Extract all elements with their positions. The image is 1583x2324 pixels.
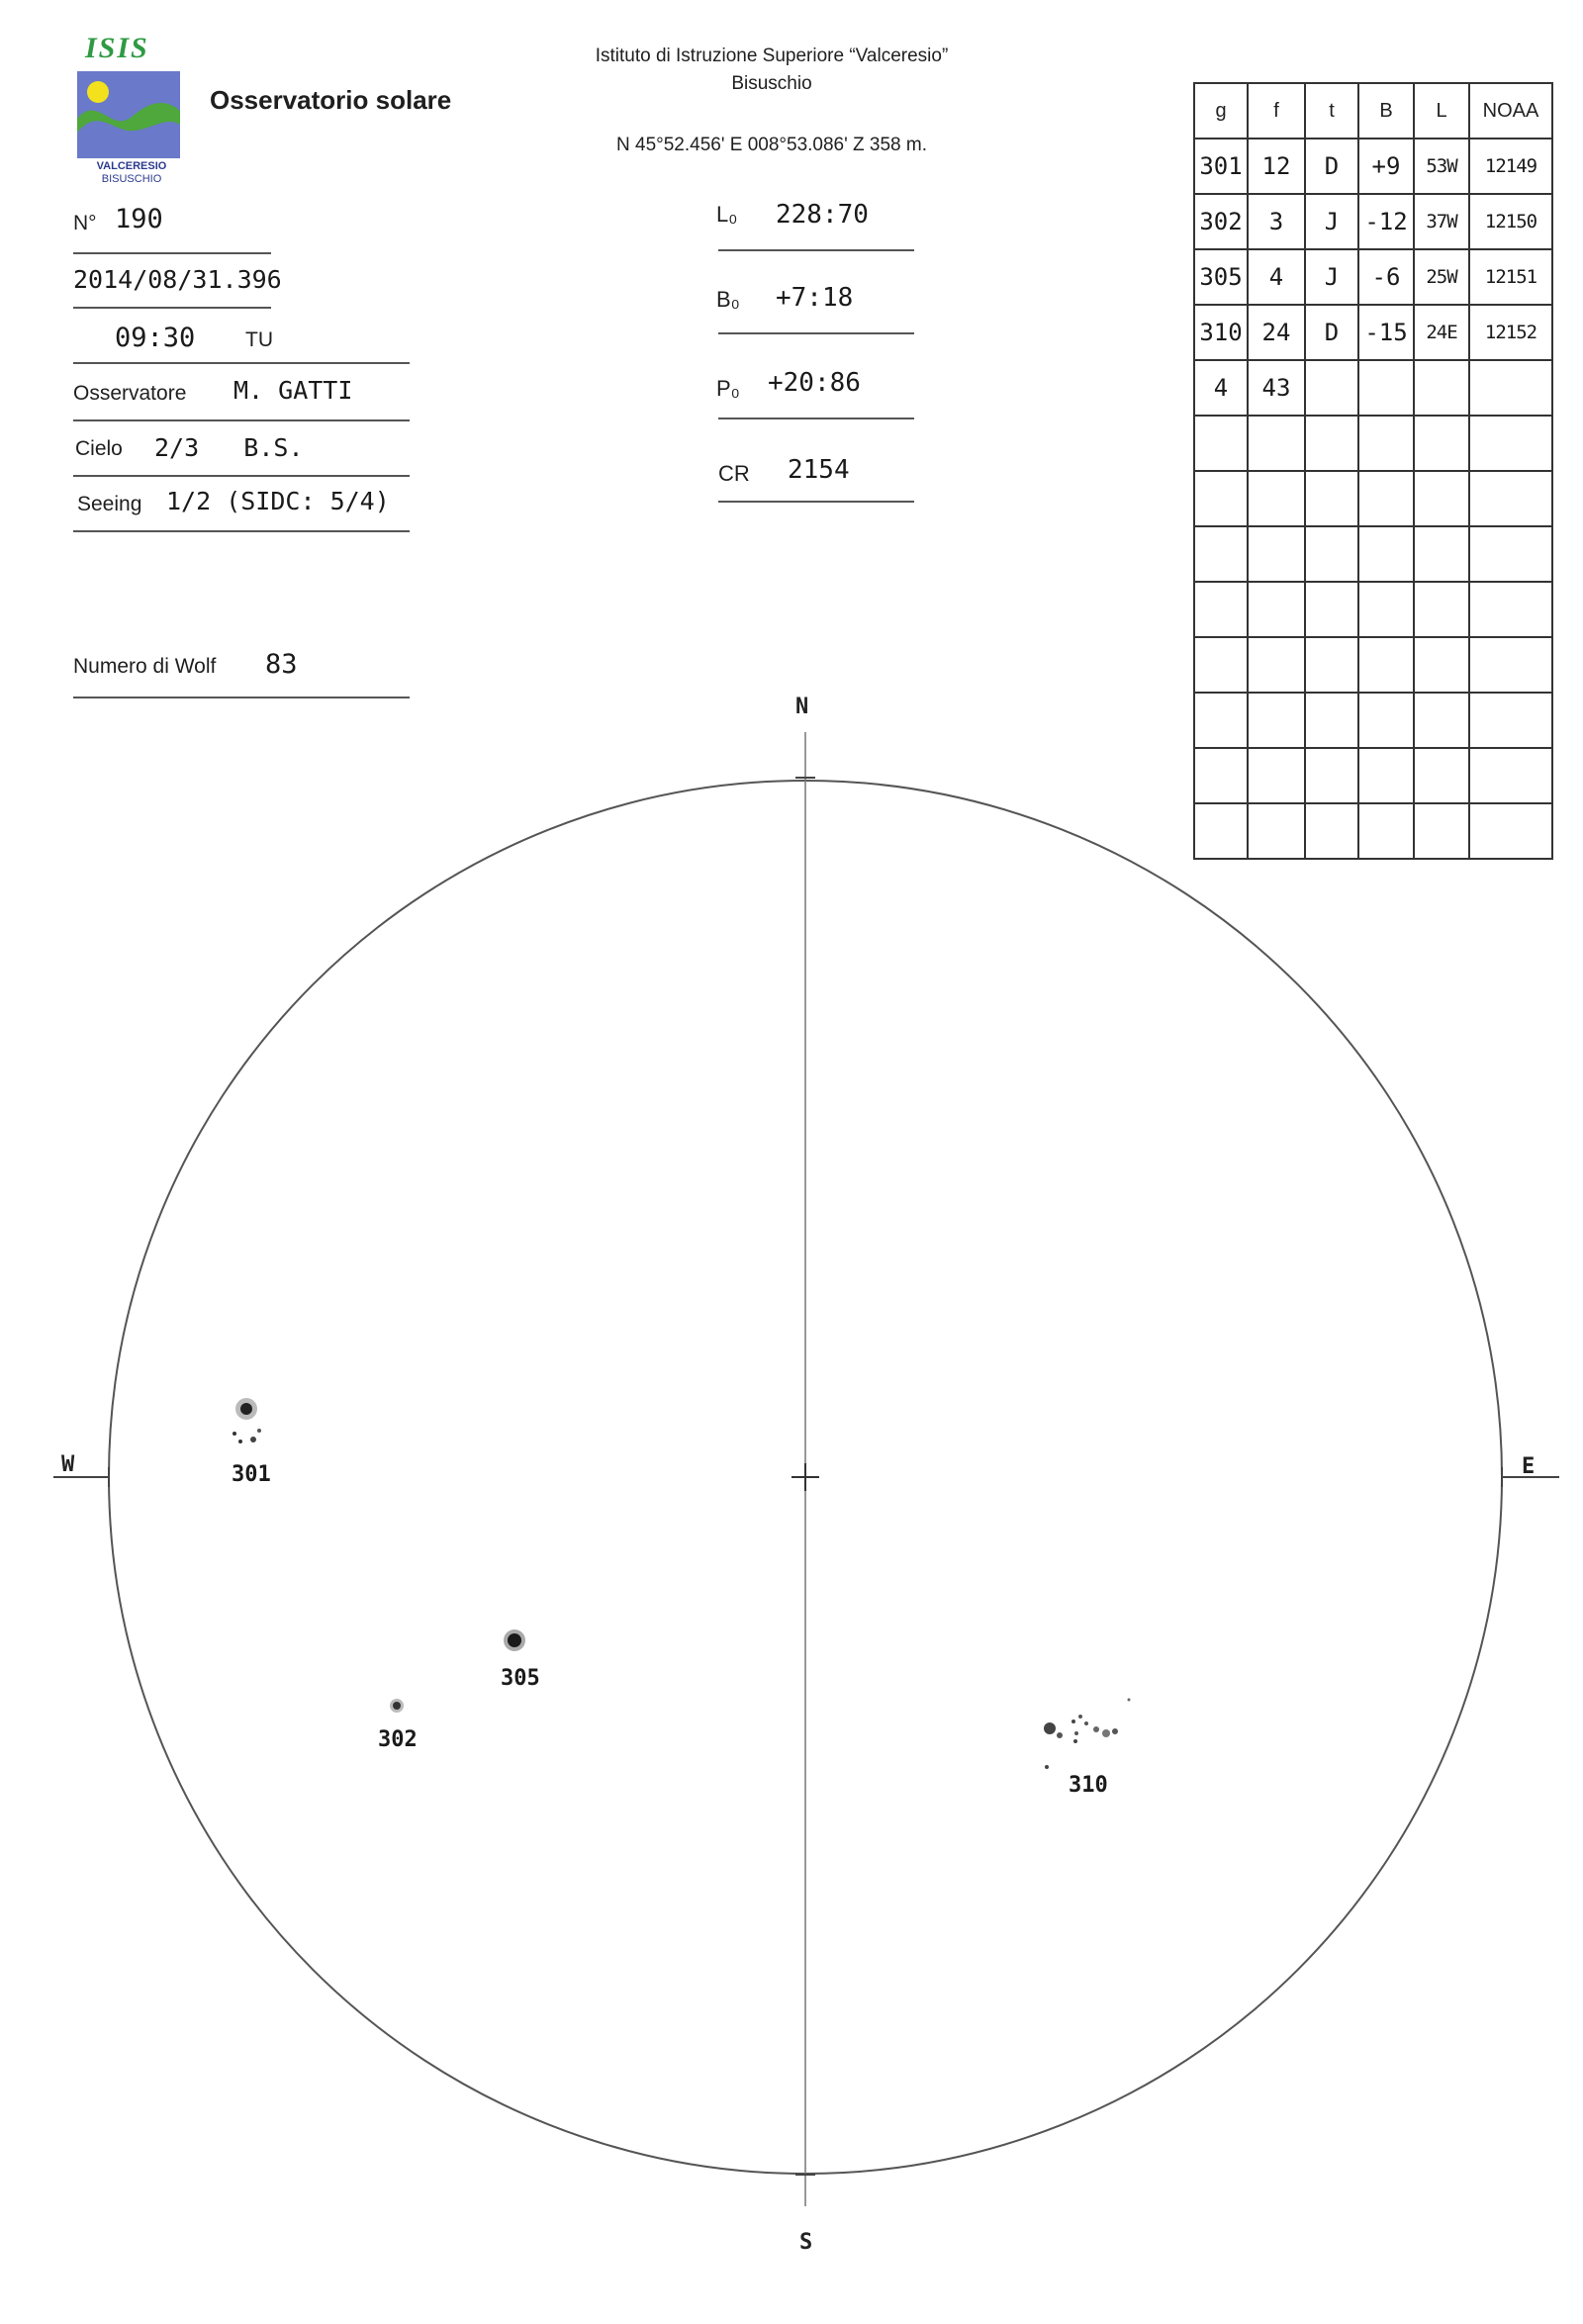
p0-label: P₀ (716, 376, 740, 401)
b0-label: B₀ (716, 287, 740, 312)
table-cell: 12150 (1469, 194, 1552, 249)
table-cell: 4 (1194, 360, 1248, 416)
sunspot-umbra (508, 1633, 521, 1647)
table-cell: 305 (1194, 249, 1248, 305)
table-cell: 12152 (1469, 305, 1552, 360)
observation-time: 09:30 (115, 323, 196, 353)
column-header: t (1305, 83, 1358, 139)
observer-name: M. GATTI (233, 376, 353, 405)
sunspot-pore (1074, 1731, 1078, 1735)
institute-location: Bisuschio (731, 73, 812, 94)
table-cell: 12 (1248, 139, 1305, 194)
sunspot-group-302 (390, 1699, 404, 1713)
table-cell: +9 (1358, 139, 1414, 194)
table-cell: 25W (1414, 249, 1469, 305)
sunspot-group-310 (1044, 1699, 1131, 1770)
column-header: NOAA (1469, 83, 1552, 139)
sunspot-pore (1078, 1715, 1082, 1719)
observatory-coordinates: N 45°52.456' E 008°53.086' Z 358 m. (616, 135, 927, 155)
l0-value: 228:70 (776, 200, 869, 230)
wolf-number-label: Numero di Wolf (73, 655, 217, 678)
sunspot-pore (250, 1437, 256, 1442)
table-cell: D (1305, 139, 1358, 194)
table-cell: 24E (1414, 305, 1469, 360)
sunspot-pore (1102, 1729, 1110, 1737)
seeing-label: Seeing (77, 493, 142, 515)
sunspot-pore (1112, 1728, 1118, 1734)
sunspot-pore (238, 1440, 242, 1443)
sunspot-umbra (393, 1702, 401, 1710)
sunspot-pore (257, 1429, 261, 1433)
l0-label: L₀ (716, 202, 738, 227)
sunspot-pore (1073, 1739, 1077, 1743)
east-label: E (1522, 1454, 1536, 1479)
institute-name: Istituto di Istruzione Superiore “Valceresio” (595, 46, 949, 66)
sunspot-pore (1071, 1720, 1075, 1723)
observatory-title: Osservatorio solare (210, 85, 452, 115)
seeing-value: 1/2 (SIDC: 5/4) (166, 487, 390, 515)
table-cell: 37W (1414, 194, 1469, 249)
sunspot-pore (1045, 1765, 1049, 1769)
column-header: g (1194, 83, 1248, 139)
sunspot-group-301 (233, 1398, 261, 1443)
south-label: S (799, 2230, 813, 2255)
sunspot-group-305 (504, 1629, 525, 1651)
group-label-302: 302 (378, 1727, 418, 1752)
b0-value: +7:18 (776, 283, 854, 313)
table-cell: 3 (1248, 194, 1305, 249)
group-label-301: 301 (232, 1462, 271, 1487)
table-cell: J (1305, 249, 1358, 305)
wolf-number: 83 (265, 649, 298, 680)
observation-number: 190 (115, 204, 163, 234)
p0-value: +20:86 (768, 368, 861, 398)
sunspot-pore (233, 1432, 236, 1436)
table-cell: -6 (1358, 249, 1414, 305)
sunspot-pore (1084, 1721, 1088, 1725)
sunspot-umbra (240, 1403, 252, 1415)
time-unit: TU (245, 328, 273, 351)
table-cell: -12 (1358, 194, 1414, 249)
table-cell: 24 (1248, 305, 1305, 360)
column-header: B (1358, 83, 1414, 139)
column-header: f (1248, 83, 1305, 139)
table-cell: 302 (1194, 194, 1248, 249)
north-label: N (795, 695, 809, 719)
table-cell: D (1305, 305, 1358, 360)
sky-label: Cielo (75, 437, 123, 460)
table-cell: 4 (1248, 249, 1305, 305)
sunspot-pore (1057, 1732, 1063, 1738)
logo-wordmark: ISIS (85, 32, 149, 64)
table-cell: 12149 (1469, 139, 1552, 194)
number-label: N° (73, 212, 97, 234)
cr-label: CR (718, 461, 750, 486)
table-cell: 310 (1194, 305, 1248, 360)
column-header: L (1414, 83, 1469, 139)
table-cell: -15 (1358, 305, 1414, 360)
table-cell: 301 (1194, 139, 1248, 194)
table-cell: J (1305, 194, 1358, 249)
cr-value: 2154 (788, 455, 850, 485)
observation-date: 2014/08/31.396 (73, 265, 282, 294)
group-label-305: 305 (501, 1666, 540, 1691)
logo-line-1: VALCERESIO (96, 160, 167, 172)
sky-condition: 2/3 B.S. (154, 433, 304, 462)
table-cell: 53W (1414, 139, 1469, 194)
west-label: W (61, 1452, 75, 1477)
table-cell: 12151 (1469, 249, 1552, 305)
table-cell: 43 (1248, 360, 1305, 416)
sunspot-pore (1128, 1699, 1131, 1702)
logo-line-2: BISUSCHIO (101, 173, 162, 185)
sunspot-pore (1093, 1726, 1099, 1732)
sunspot-umbra (1044, 1722, 1056, 1734)
group-label-310: 310 (1069, 1773, 1108, 1798)
observer-label: Osservatore (73, 382, 187, 405)
